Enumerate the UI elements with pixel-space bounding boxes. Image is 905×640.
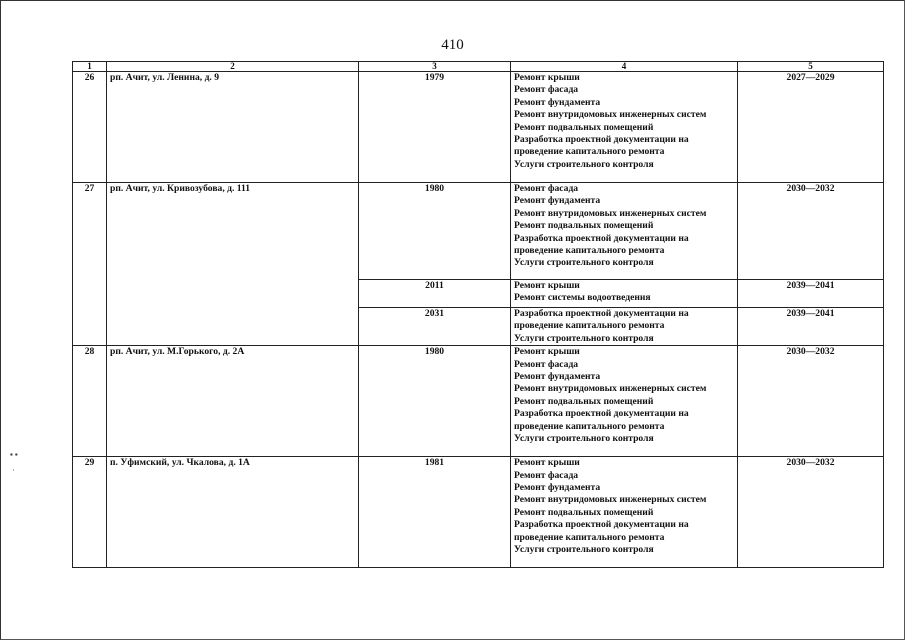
work-item: Разработка проектной документации на xyxy=(514,408,689,420)
work-item: Услуги строительного контроля xyxy=(514,158,654,170)
work-item: Ремонт фундамента xyxy=(514,96,601,108)
work-item: Разработка проектной документации на xyxy=(514,134,689,146)
year-cell: 1980 xyxy=(359,346,511,457)
work-item: Ремонт фасада xyxy=(514,469,579,481)
header-row xyxy=(73,62,884,72)
work-item: Услуги строительного контроля xyxy=(514,433,654,445)
work-item: Ремонт фасада xyxy=(514,358,579,370)
work-item: проведение капитального ремонта xyxy=(514,531,665,543)
work-item: Ремонт крыши xyxy=(514,280,580,291)
work-item: Ремонт крыши xyxy=(514,457,580,469)
year-cell: 1980 xyxy=(359,183,511,280)
work-item: Разработка проектной документации на xyxy=(514,519,689,531)
work-item: Разработка проектной документации на xyxy=(514,308,689,319)
work-item: Ремонт фундамента xyxy=(514,482,601,494)
table-row xyxy=(73,183,884,280)
work-item: Ремонт внутридомовых инженерных систем xyxy=(514,383,707,395)
work-item: Разработка проектной документации на xyxy=(514,232,689,244)
work-item: Ремонт фундамента xyxy=(514,195,601,207)
work-item: Ремонт системы водоотведения xyxy=(514,292,651,304)
period-cell: 2030—2032 xyxy=(738,457,884,568)
column-header: 5 xyxy=(738,62,884,72)
work-item: Ремонт фундамента xyxy=(514,371,601,383)
repair-schedule-table xyxy=(72,61,884,568)
works-cell xyxy=(511,183,738,280)
work-item: Услуги строительного контроля xyxy=(514,257,654,269)
work-item: Ремонт внутридомовых инженерных систем xyxy=(514,494,707,506)
page-number: 410 xyxy=(441,37,464,53)
work-item: Ремонт крыши xyxy=(514,346,580,358)
table-row xyxy=(73,457,884,568)
address-cell: рп. Ачит, ул. Ленина, д. 9 xyxy=(107,72,359,183)
work-item: проведение капитального ремонта xyxy=(514,245,665,257)
work-item: проведение капитального ремонта xyxy=(514,146,665,158)
work-item: Ремонт крыши xyxy=(514,72,580,83)
row-number: 27 xyxy=(73,183,107,346)
work-item: Ремонт фасада xyxy=(514,84,579,96)
column-header: 1 xyxy=(73,62,107,72)
row-number: 28 xyxy=(73,346,107,457)
work-item: Услуги строительного контроля xyxy=(514,544,654,556)
address-cell: п. Уфимский, ул. Чкалова, д. 1А xyxy=(107,457,359,568)
address-cell: рп. Ачит, ул. М.Горького, д. 2А xyxy=(107,346,359,457)
work-item: Услуги строительного контроля xyxy=(514,332,654,344)
works-cell xyxy=(511,308,738,346)
scan-artifact: · xyxy=(12,466,15,475)
column-header: 2 xyxy=(107,62,359,72)
year-cell: 1979 xyxy=(359,72,511,183)
works-cell xyxy=(511,457,738,568)
table-row xyxy=(73,72,884,183)
work-item: Ремонт подвальных помещений xyxy=(514,395,654,407)
work-item: Ремонт подвальных помещений xyxy=(514,121,654,133)
period-cell: 2039—2041 xyxy=(738,308,884,346)
works-cell xyxy=(511,280,738,308)
scan-artifact: ▪ ▪ xyxy=(10,450,18,459)
column-header: 3 xyxy=(359,62,511,72)
year-cell: 2031 xyxy=(359,308,511,346)
period-cell: 2030—2032 xyxy=(738,346,884,457)
year-cell: 1981 xyxy=(359,457,511,568)
work-item: проведение капитального ремонта xyxy=(514,320,665,332)
work-item: проведение капитального ремонта xyxy=(514,420,665,432)
period-cell: 2027—2029 xyxy=(738,72,884,183)
work-item: Ремонт фасада xyxy=(514,183,579,194)
work-item: Ремонт внутридомовых инженерных систем xyxy=(514,109,707,121)
table-row xyxy=(73,346,884,457)
column-header: 4 xyxy=(511,62,738,72)
row-number: 26 xyxy=(73,72,107,183)
row-number: 29 xyxy=(73,457,107,568)
year-cell: 2011 xyxy=(359,280,511,308)
work-item: Ремонт внутридомовых инженерных систем xyxy=(514,207,707,219)
period-cell: 2039—2041 xyxy=(738,280,884,308)
work-item: Ремонт подвальных помещений xyxy=(514,220,654,232)
address-cell: рп. Ачит, ул. Кривозубова, д. 111 xyxy=(107,183,359,346)
period-cell: 2030—2032 xyxy=(738,183,884,280)
work-item: Ремонт подвальных помещений xyxy=(514,506,654,518)
works-cell xyxy=(511,72,738,183)
works-cell xyxy=(511,346,738,457)
